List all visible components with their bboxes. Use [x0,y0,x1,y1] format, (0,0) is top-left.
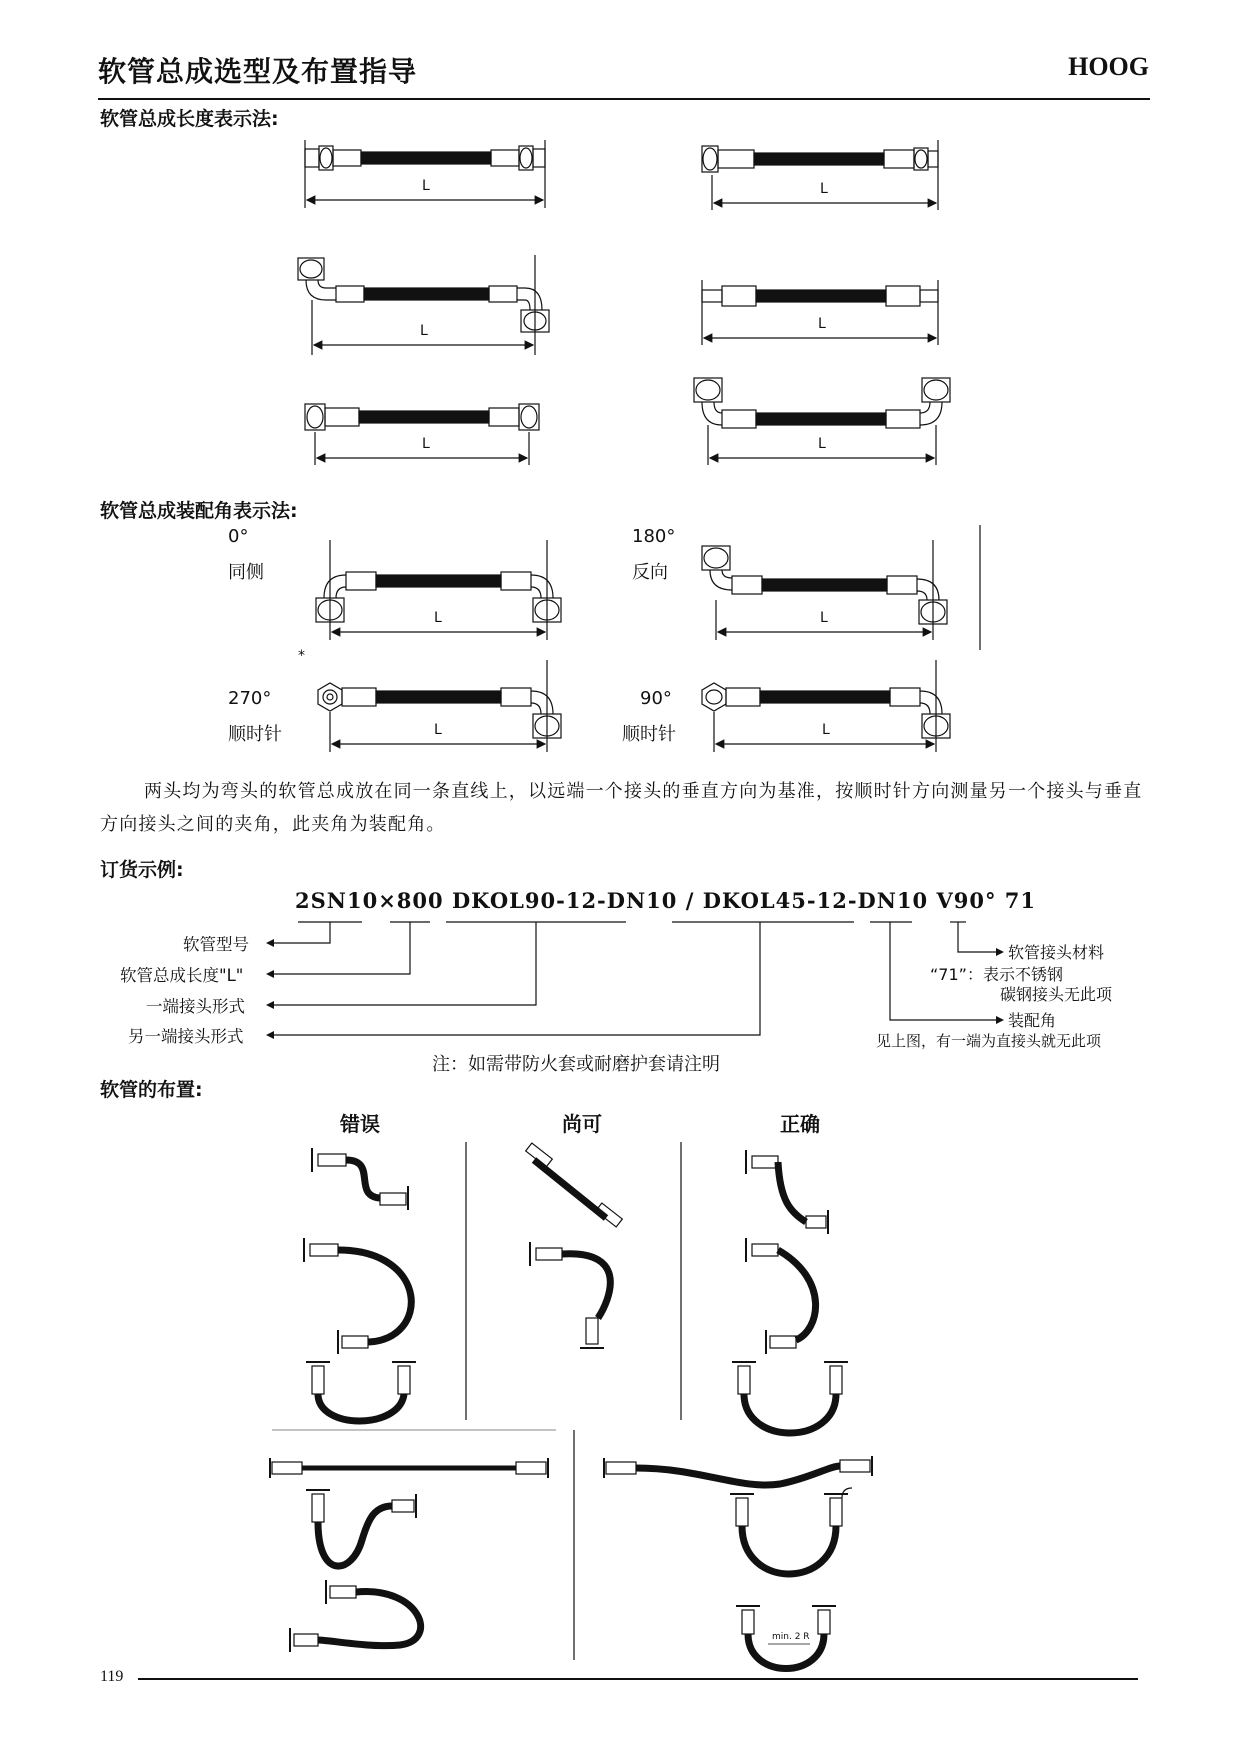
layout-wrong-5 [306,1490,416,1566]
footer-divider [138,1678,1138,1680]
section-title-length: 软管总成长度表示法: [100,108,279,130]
length-label: L [818,316,826,332]
layout-correct-2 [746,1238,816,1354]
label-hose-model: 软管型号 [183,935,249,954]
order-note: 注：如需带防火套或耐磨护套请注明 [432,1054,720,1075]
label-end-fitting-1: 一端接头形式 [146,997,245,1016]
angle-270-mark: * [298,648,305,664]
label-angle-note: 见上图，有一端为直接头就无此项 [876,1032,1102,1050]
angle-90-desc: 顺时针 [622,724,676,745]
length-label: L [822,722,830,738]
label-carbon: 碳钢接头无此项 [1000,985,1113,1004]
length-label: L [818,436,826,452]
length-label: L [434,610,442,626]
label-stainless: “71”：表示不锈钢 [930,965,1063,984]
angle-90-degree: 90° [640,688,672,709]
angle-0-degree: 0° [228,526,249,547]
section-title-order: 订货示例: [100,859,184,881]
column-wrong: 错误 [340,1112,380,1136]
order-code: 2SN10×800 DKOL90-12-DN10 / DKOL45-12-DN10 V90° 71 [295,888,1037,913]
length-label: L [434,722,442,738]
page-title: 软管总成选型及布置指导 [98,55,418,88]
label-end-fitting-2: 另一端接头形式 [128,1027,244,1046]
angle-0-desc: 同侧 [228,562,264,583]
length-label: L [422,436,430,452]
min-bend-radius-label: min. 2 R [772,1632,810,1642]
length-label: L [422,178,430,194]
length-label: L [820,610,828,626]
length-label: L [820,181,828,197]
column-correct: 正确 [780,1112,820,1136]
label-fitting-material: 软管接头材料 [1008,943,1105,962]
label-assembly-length: 软管总成长度"L" [120,966,244,985]
layout-wrong-1 [312,1148,408,1210]
angle-180-desc: 反向 [632,562,668,583]
layout-correct-5 [730,1488,852,1574]
layout-acceptable-1 [526,1143,623,1227]
layout-wrong-2 [304,1238,411,1354]
column-acceptable: 尚可 [562,1112,602,1136]
layout-wrong-3 [306,1362,416,1421]
angle-270-degree: 270° [228,688,272,709]
label-assembly-angle: 装配角 [1008,1011,1057,1030]
layout-correct-1 [746,1150,828,1234]
angle-270-desc: 顺时针 [228,724,282,745]
layout-wrong-4 [270,1458,548,1478]
layout-correct-3 [732,1362,848,1433]
layout-acceptable-2 [530,1242,610,1348]
angle-180-degree: 180° [632,526,676,547]
angle-description-paragraph: 两头均为弯头的软管总成放在同一条直线上，以远端一个接头的垂直方向为基准，按顺时针方向测量另一个接头与垂直方向接头之间的夹角，此夹角为装配角。 [100,781,1143,835]
brand-logo: HOOG [1068,52,1149,81]
section-title-angle: 软管总成装配角表示法: [100,500,298,522]
section-title-layout: 软管的布置: [100,1079,203,1101]
layout-wrong-6 [290,1580,421,1652]
layout-correct-4 [604,1456,872,1485]
page-number: 119 [100,1668,124,1685]
length-label: L [420,323,428,339]
